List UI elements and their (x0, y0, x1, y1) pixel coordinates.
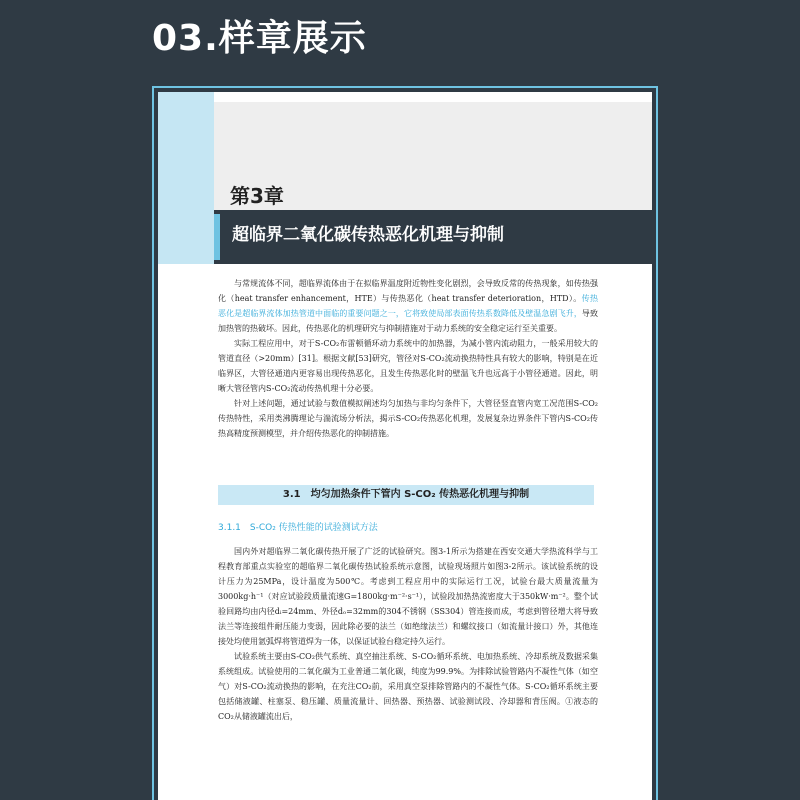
highlighted-sentence: 传热恶化是超临界流体加热管道中面临的重要问题之一，它将致使局部表面传热系数降低及壁温急剧飞升， (218, 294, 598, 318)
chapter-label: 第3章 (230, 184, 284, 208)
side-accent-strip (158, 92, 214, 264)
intro-paragraph-2: 实际工程应用中，对于S-CO₂布雷顿循环动力系统中的加热器，为减小管内流动阻力，一般采用较大的管道直径（>20mm）[31]。根据文献[53]研究，管径对S-CO₂流动换热特性具有较大的影响，特别是在近临界区，大管径通道内更容易出现传热恶化，且发生传热恶化时的壁温飞升也远高于小管径通道。因此，明晰大管径管内S-CO₂流动传热机理十分必要。 (218, 339, 598, 393)
subsection-heading: 3.1.1 S-CO₂ 传热性能的试验测试方法 (218, 523, 378, 533)
book-page (158, 92, 652, 800)
intro-text (218, 276, 598, 441)
section-paragraph-1: 国内外对超临界二氧化碳传热开展了广泛的试验研究。图3-1所示为搭建在西安交通大学热流科学与工程教育部重点实验室的超临界二氧化碳传热试验系统示意图，试验现场照片如图3-2所示。该试验系统的设计压力为25MPa，设计温度为500℃。考虑到工程应用中的实际运行工况，试验台最大质量流量为3000kg·h⁻¹（对应试验段质量流速G=1800kg·m⁻²·s⁻¹），试验段加热热流密度大于350kW·m⁻²。整个试验回路均由内径dᵢ=24mm、外径dₒ=32mm的304不锈钢（SS304）管连接而成，考虑到管径增大将导致法兰等连接组件耐压能力变弱，因此除必要的法兰（如绝缘法兰）和螺纹接口（如流量计接口）外，其他连接处均使用氩弧焊将管道焊为一体，以保证试验台稳定持久运行。 (218, 547, 598, 646)
chapter-title: 超临界二氧化碳传热恶化机理与抑制 (232, 225, 504, 245)
section-body-text (218, 544, 598, 724)
chapter-bar-accent (214, 214, 220, 260)
section-heading: 3.1 均匀加热条件下管内 S-CO₂ 传热恶化机理与抑制 (282, 489, 530, 500)
banner-title: 03.样章展示 (152, 18, 367, 59)
section-paragraph-2: 试验系统主要由S-CO₂供气系统、真空抽注系统、S-CO₂循环系统、电加热系统、冷却系统及数据采集系统组成。试验使用的二氧化碳为工业普通二氧化碳，纯度为99.9%。为排除试验管路内不凝性气体（如空气）对S-CO₂流动换热的影响，在充注CO₂前，采用真空泵排除管路内的不凝性气体。S-CO₂循环系统主要包括储液罐、柱塞泵、稳压罐、质量流量计、回热器、预热器、试验测试段、冷却器和背压阀。①液态的CO₂从储液罐流出后， (218, 652, 598, 721)
intro-paragraph-1: 与常规流体不同，超临界流体由于在拟临界温度附近物性变化剧烈，会导致反常的传热现象，如传热强化（heat transfer enhancement，HTE）与传热恶化（heat transfer deterioration，HTD）。传热恶化是超临界流体加热管道中面临的重要问题之一，它将致使局部表面传热系数降低及壁温急剧飞升，导致加热管的热破坏。因此，传热恶化的机理研究与抑制措施对于动力系统的安全稳定运行至关重要。 (218, 279, 599, 333)
intro-paragraph-3: 针对上述问题，通过试验与数值模拟阐述均匀加热与非均匀条件下，大管径竖直管内宽工况范围S-CO₂传热特性，采用类沸腾理论与湍流场分析法，揭示S-CO₂传热恶化机理，发展复杂边界条件下管内S-CO₂传热高精度预测模型，并介绍传热恶化的抑制措施。 (218, 399, 598, 438)
